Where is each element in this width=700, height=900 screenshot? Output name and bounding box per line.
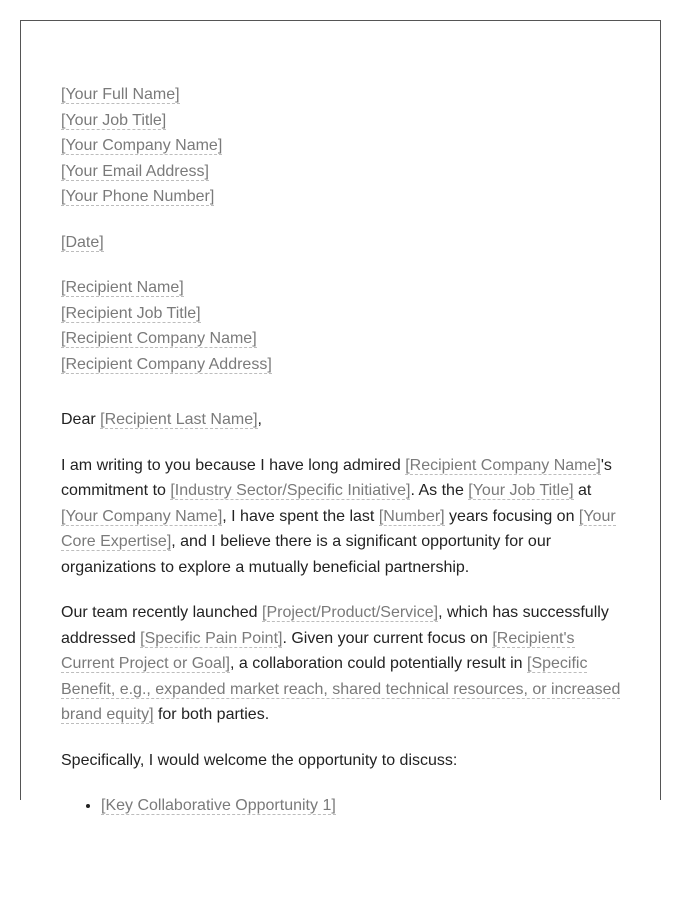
date-line: [Date] [61, 233, 104, 251]
paragraph-intro: I am writing to you because I have long admired [Recipient Company Name]'s commitment to [Industry Sector/Specific Initiative]. As the [Your Job Title] at [Your Company Name], I have spent the last [Number] years focusing on [Your Core Expertise], and I believe there is a significant opportunity for our organizations to explore a mutually beneficial partnership. [61, 456, 616, 576]
letter-page [20, 20, 661, 814]
sender-full-name: [Your Full Name] [61, 86, 180, 103]
sender-block [61, 82, 626, 210]
recipient-company: [Recipient Company Name] [61, 330, 257, 347]
sender-company: [Your Company Name] [61, 137, 223, 154]
recipient-name: [Recipient Name] [61, 279, 184, 296]
recipient-block [61, 275, 626, 377]
sender-job-title: [Your Job Title] [61, 111, 167, 129]
discussion-topics-list [61, 793, 626, 819]
sender-phone: [Your Phone Number] [61, 188, 215, 205]
salutation: Dear [Recipient Last Name], [61, 411, 262, 428]
sender-email: [Your Email Address] [61, 162, 209, 180]
paragraph-proposal: Our team recently launched [Project/Product/Service], which has successfully addressed [Specific Pain Point]. Given your current focus on [Recipient's Current Project or Goal], a collaboration could potentially result in [Specific Benefit, e.g., expanded market reach, shared technical resources, or increased brand equity] for both parties. [61, 604, 621, 723]
paragraph-discussion-intro: Specifically, I would welcome the opportunity to discuss: [61, 751, 458, 769]
letter-body [61, 82, 626, 819]
recipient-address: [Recipient Company Address] [61, 355, 272, 373]
recipient-job-title: [Recipient Job Title] [61, 304, 201, 322]
list-item: • [Key Collaborative Opportunity 1] [101, 793, 626, 819]
